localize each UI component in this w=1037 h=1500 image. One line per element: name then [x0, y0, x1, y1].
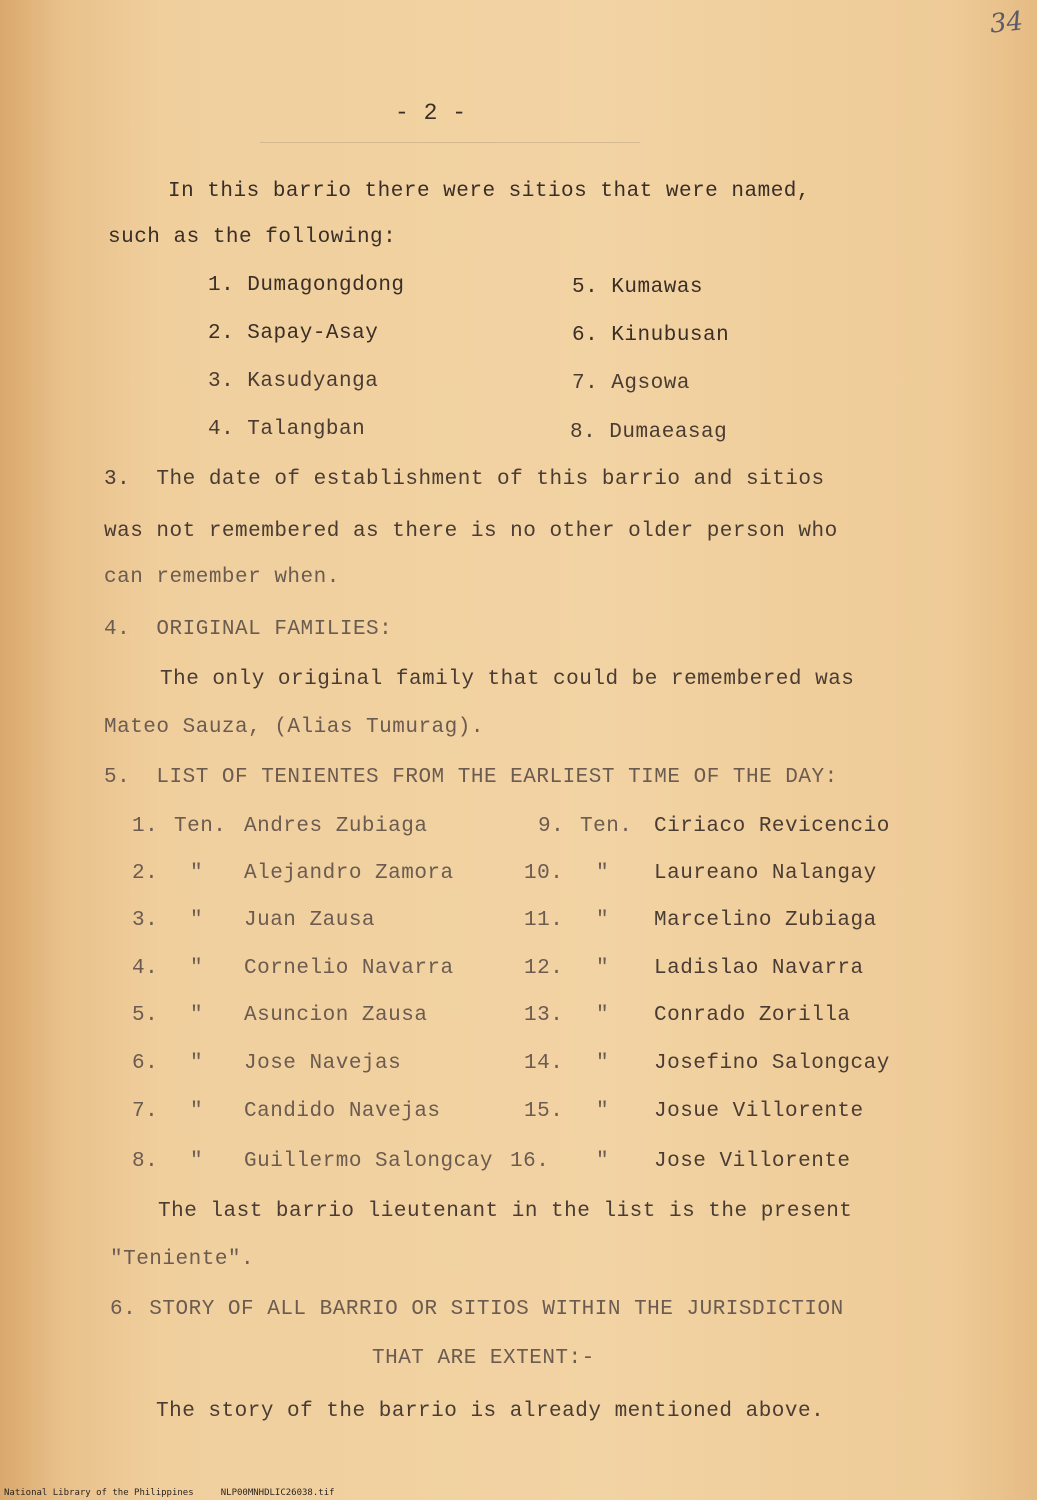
teniente-name: Conrado Zorilla	[654, 1004, 851, 1027]
sitio-item: 1. Dumagongdong	[208, 274, 405, 297]
section3-line: can remember when.	[104, 566, 340, 589]
section4-heading: 4. ORIGINAL FAMILIES:	[104, 618, 393, 641]
teniente-name: Candido Navejas	[244, 1100, 441, 1123]
teniente-mark: "	[596, 1100, 610, 1123]
teniente-name: Laureano Nalangay	[654, 862, 877, 885]
teniente-number: 14.	[524, 1052, 564, 1075]
teniente-mark: "	[190, 1052, 204, 1075]
teniente-number: 15.	[524, 1100, 564, 1123]
teniente-number: 7.	[132, 1100, 159, 1123]
section6-text: The story of the barrio is already mentioned above.	[156, 1400, 825, 1423]
sitio-item: 8. Dumaeasag	[570, 421, 728, 444]
section5-heading: 5. LIST OF TENIENTES FROM THE EARLIEST TIME OF THE DAY:	[104, 766, 838, 789]
teniente-number: 2.	[132, 862, 159, 885]
teniente-name: Ladislao Navarra	[654, 957, 864, 980]
section6-heading-line: THAT ARE EXTENT:-	[372, 1347, 595, 1370]
teniente-mark: "	[190, 862, 204, 885]
sitio-item: 7. Agsowa	[572, 372, 690, 395]
section3-line: was not remembered as there is no other older person who	[104, 520, 838, 543]
sitio-item: 3. Kasudyanga	[208, 370, 379, 393]
teniente-name: Juan Zausa	[244, 909, 376, 932]
teniente-mark: "	[190, 957, 204, 980]
teniente-mark: "	[596, 957, 610, 980]
teniente-number: 8.	[132, 1150, 159, 1173]
teniente-name: Alejandro Zamora	[244, 862, 454, 885]
teniente-number: 1.	[132, 815, 159, 838]
teniente-number: 6.	[132, 1052, 159, 1075]
teniente-mark: "	[190, 1150, 204, 1173]
handwritten-page-mark: 34	[988, 6, 1025, 40]
teniente-name: Jose Navejas	[244, 1052, 402, 1075]
teniente-name: Cornelio Navarra	[244, 957, 454, 980]
teniente-name: Andres Zubiaga	[244, 815, 428, 838]
scan-footer: National Library of the Philippines NLP00MNHDLIC26038.tif	[4, 1488, 335, 1498]
teniente-name: Josefino Salongcay	[654, 1052, 890, 1075]
page-number: - 2 -	[395, 100, 467, 126]
section3-line: 3. The date of establishment of this barrio and sitios	[104, 468, 825, 491]
teniente-name: Josue Villorente	[654, 1100, 864, 1123]
teniente-mark: "	[596, 1150, 610, 1173]
smudge-line	[260, 142, 640, 143]
teniente-name: Asuncion Zausa	[244, 1004, 428, 1027]
teniente-name: Ciriaco Revicencio	[654, 815, 890, 838]
teniente-mark: "	[190, 1100, 204, 1123]
intro-line-2: such as the following:	[108, 226, 397, 249]
intro-line-1: In this barrio there were sitios that were named,	[168, 180, 811, 203]
teniente-number: 3.	[132, 909, 159, 932]
teniente-name: Marcelino Zubiaga	[654, 909, 877, 932]
teniente-number: 13.	[524, 1004, 564, 1027]
teniente-mark: "	[596, 909, 610, 932]
last-lieutenant-line: The last barrio lieutenant in the list is the present	[158, 1200, 853, 1223]
teniente-mark: "	[596, 1004, 610, 1027]
section4-text-line: Mateo Sauza, (Alias Tumurag).	[104, 716, 484, 739]
teniente-number: 16.	[510, 1150, 550, 1173]
teniente-mark: Ten.	[580, 815, 633, 838]
teniente-mark: "	[190, 909, 204, 932]
teniente-number: 9.	[538, 815, 565, 838]
teniente-name: Jose Villorente	[654, 1150, 851, 1173]
section6-heading-line: 6. STORY OF ALL BARRIO OR SITIOS WITHIN THE JURISDICTION	[110, 1298, 844, 1321]
sitio-item: 2. Sapay-Asay	[208, 322, 379, 345]
teniente-number: 12.	[524, 957, 564, 980]
sitio-item: 4. Talangban	[208, 418, 366, 441]
teniente-number: 5.	[132, 1004, 159, 1027]
teniente-name: Guillermo Salongcay	[244, 1150, 493, 1173]
sitio-item: 5. Kumawas	[572, 276, 704, 299]
teniente-number: 10.	[524, 862, 564, 885]
teniente-mark: "	[190, 1004, 204, 1027]
teniente-number: 4.	[132, 957, 159, 980]
teniente-mark: "	[596, 1052, 610, 1075]
teniente-mark: "	[596, 862, 610, 885]
last-lieutenant-line: "Teniente".	[110, 1248, 255, 1271]
teniente-mark: Ten.	[174, 815, 227, 838]
teniente-number: 11.	[524, 909, 564, 932]
section4-text-line: The only original family that could be remembered was	[160, 668, 855, 691]
sitio-item: 6. Kinubusan	[572, 324, 730, 347]
